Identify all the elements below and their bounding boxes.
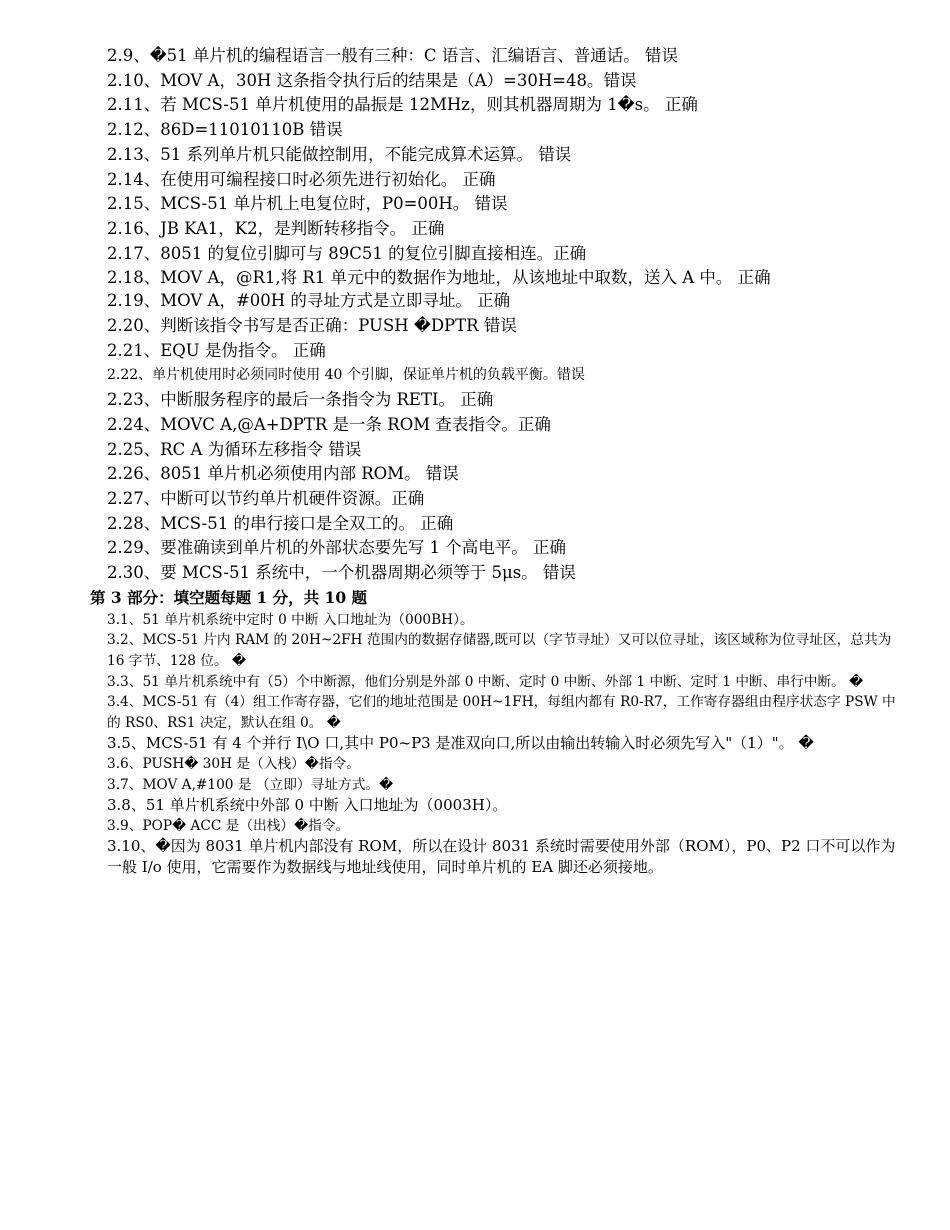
tf-item-2-27: 2.27、中断可以节约单片机硬件资源。正确 <box>107 488 425 508</box>
section-3-title: 第 3 部分：填空题每题 1 分，共 10 题 <box>90 587 368 607</box>
tf-item-2-23: 2.23、中断服务程序的最后一条指令为 RETI。 正确 <box>107 390 494 410</box>
tf-item-2-29: 2.29、要准确读到单片机的外部状态要先写 1 个高电平。 正确 <box>107 538 566 558</box>
fill-item-3-8: 3.8、51 单片机系统中外部 0 中断 入口地址为（0003H）。 <box>107 796 508 815</box>
tf-item-2-24: 2.24、MOVC A,@A+DPTR 是一条 ROM 查表指令。正确 <box>107 414 551 434</box>
fill-item-3-3: 3.3、51 单片机系统中有（5）个中断源，他们分别是外部 0 中断、定时 0 中断、外部 1 中断、定时 1 中断、串行中断。 � <box>107 673 864 690</box>
tf-item-2-19: 2.19、MOV A，#00H 的寻址方式是立即寻址。 正确 <box>107 291 511 311</box>
document-page <box>0 44 950 877</box>
tf-item-2-16: 2.16、JB KA1，K2，是判断转移指令。 正确 <box>107 218 445 238</box>
fill-item-3-10: 3.10、�因为 8031 单片机内部没有 ROM，所以在设计 8031 系统时需要使用外部（ROM），P0、P2 口不可以作为一般 I/o 使用，它需要作为数据线与地址线使用，同时单片机的 EA 脚还必须接地。 <box>107 837 896 876</box>
fill-item-3-4: 3.4、MCS-51 有（4）组工作寄存器，它们的地址范围是 00H~1FH，每组内都有 R0-R7，工作寄存器组由程序状态字 PSW 中的 RS0、RS1 决定，默认在组 0。 � <box>107 694 896 731</box>
tf-item-2-30: 2.30、要 MCS-51 系统中，一个机器周期必须等于 5μs。 错误 <box>107 563 576 583</box>
tf-item-2-17: 2.17、8051 的复位引脚可与 89C51 的复位引脚直接相连。正确 <box>107 243 587 263</box>
tf-item-2-11: 2.11、若 MCS-51 单片机使用的晶振是 12MHz，则其机器周期为 1�s。 正确 <box>107 95 698 115</box>
fill-item-3-1: 3.1、51 单片机系统中定时 0 中断 入口地址为（000BH）。 <box>107 611 474 628</box>
tf-item-2-20: 2.20、判断该指令书写是否正确：PUSH �DPTR 错误 <box>107 316 517 336</box>
tf-item-2-21: 2.21、EQU 是伪指令。 正确 <box>107 340 326 360</box>
tf-item-2-25: 2.25、RC A 为循环左移指令 错误 <box>107 439 362 459</box>
tf-item-2-10: 2.10、MOV A，30H 这条指令执行后的结果是（A）=30H=48。错误 <box>107 70 637 90</box>
tf-item-2-13: 2.13、51 系列单片机只能做控制用，不能完成算术运算。 错误 <box>107 144 572 164</box>
fill-item-3-7: 3.7、MOV A,#100 是 （立即）寻址方式。� <box>107 776 394 793</box>
fill-item-3-9: 3.9、POP� ACC 是（出栈）�指令。 <box>107 817 350 834</box>
tf-item-2-18: 2.18、MOV A，@R1,将 R1 单元中的数据作为地址，从该地址中取数，送入 A 中。 正确 <box>107 268 771 288</box>
tf-item-2-15: 2.15、MCS-51 单片机上电复位时，P0=00H。 错误 <box>107 194 508 214</box>
tf-item-2-26: 2.26、8051 单片机必须使用内部 ROM。 错误 <box>107 464 459 484</box>
fill-item-3-2: 3.2、MCS-51 片内 RAM 的 20H~2FH 范围内的数据存储器,既可以（字节寻址）又可以位寻址，该区域称为位寻址区，总共为 16 字节、128 位。 � <box>107 632 892 669</box>
fill-item-3-5: 3.5、MCS-51 有 4 个并行 I\O 口,其中 P0~P3 是准双向口,所以由输出转输入时必须先写入"（1）"。 � <box>107 734 814 753</box>
tf-item-2-22: 2.22、单片机使用时必须同时使用 40 个引脚，保证单片机的负载平衡。错误 <box>107 367 585 384</box>
tf-item-2-14: 2.14、在使用可编程接口时必须先进行初始化。 正确 <box>107 169 496 189</box>
tf-item-2-12: 2.12、86D=11010110B 错误 <box>107 120 343 140</box>
tf-item-2-28: 2.28、MCS-51 的串行接口是全双工的。 正确 <box>107 513 454 533</box>
tf-item-2-9: 2.9、�51 单片机的编程语言一般有三种：C 语言、汇编语言、普通话。 错误 <box>107 46 679 65</box>
fill-item-3-6: 3.6、PUSH� 30H 是（入栈）�指令。 <box>107 755 360 772</box>
